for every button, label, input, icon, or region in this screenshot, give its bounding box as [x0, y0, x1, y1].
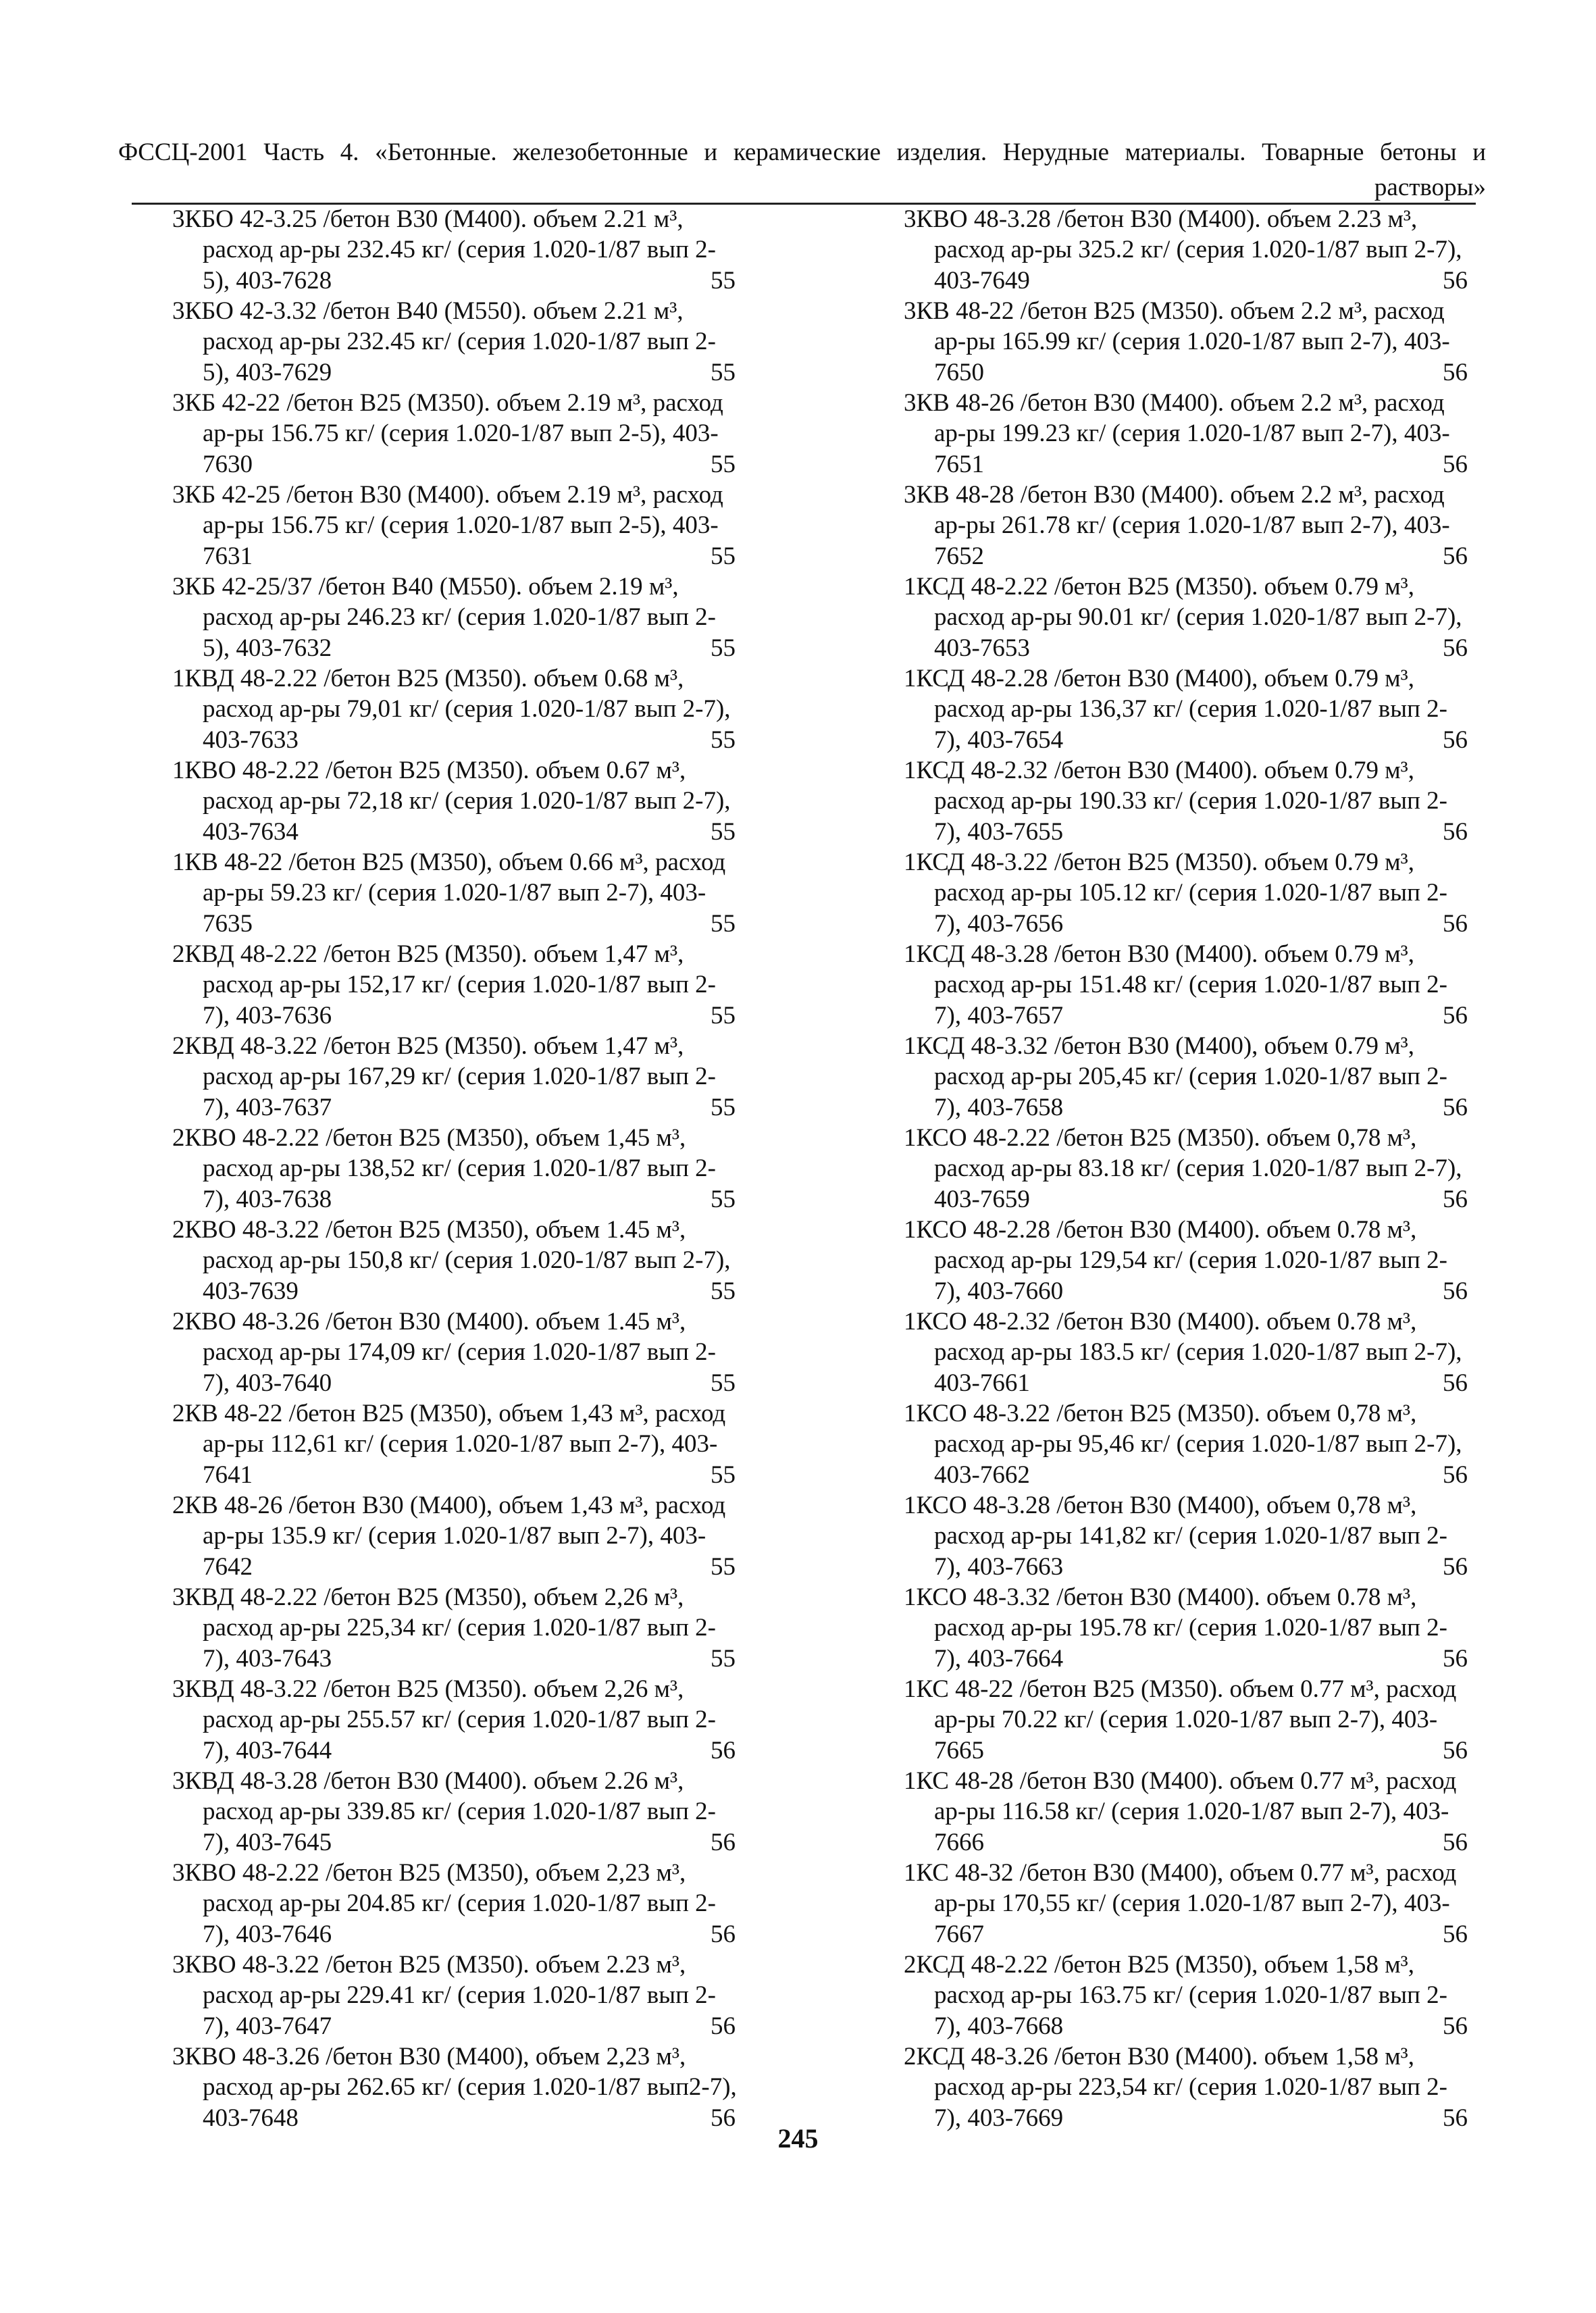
catalog-entry [904, 755, 1473, 847]
catalog-entry [172, 1582, 741, 1674]
entry-text: 1КВ 48-22 /бетон В25 (М350), объем 0.66 м³, расход ар-ры 59.23 кг/ (серия 1.020-1/87 вып 2-7), 403-7635 [172, 848, 726, 938]
catalog-entry [904, 1306, 1473, 1398]
catalog-entry [172, 663, 741, 755]
catalog-entry [904, 1031, 1473, 1123]
catalog-entry [172, 296, 741, 388]
entry-page-ref: 56 [1470, 633, 1473, 663]
entry-text: 2КСД 48-3.26 /бетон В30 (М400). объем 1,58 м³, расход ар-ры 223,54 кг/ (серия 1.020-1/87 вып 2-7), 403-7669 [904, 2043, 1447, 2132]
entry-text: 3КВ 48-22 /бетон В25 (М350). объем 2.2 м³, расход ар-ры 165.99 кг/ (серия 1.020-1/87 вып 2-7), 403-7650 [904, 297, 1450, 386]
entry-page-ref: 55 [738, 909, 741, 939]
catalog-entry [904, 296, 1473, 388]
catalog-entry [172, 847, 741, 939]
catalog-entry [172, 1123, 741, 1215]
entry-text: 1КСО 48-2.28 /бетон В30 (М400). объем 0.78 м³, расход ар-ры 129,54 кг/ (серия 1.020-1/87 вып 2-7), 403-7660 [904, 1216, 1447, 1305]
entry-page-ref: 55 [738, 1276, 741, 1306]
entry-page-ref: 55 [738, 1460, 741, 1490]
entry-page-ref: 55 [738, 817, 741, 847]
catalog-entry [904, 1766, 1473, 1858]
catalog-entry [172, 1674, 741, 1766]
entry-page-ref: 56 [1470, 1735, 1473, 1766]
entry-page-ref: 56 [1470, 541, 1473, 571]
entry-text: 3КВО 48-2.22 /бетон В25 (М350), объем 2,23 м³, расход ар-ры 204.85 кг/ (серия 1.020-1/87 вып 2-7), 403-7646 [172, 1859, 716, 1948]
entry-text: 3КБ 42-25 /бетон В30 (М400). объем 2.19 м³, расход ар-ры 156.75 кг/ (серия 1.020-1/87 вып 2-5), 403-7631 [172, 481, 723, 570]
entry-text: 2КВД 48-2.22 /бетон В25 (М350). объем 1,47 м³, расход ар-ры 152,17 кг/ (серия 1.020-1/87 вып 2-7), 403-7636 [172, 940, 716, 1030]
entry-page-ref: 55 [738, 357, 741, 388]
entry-text: 1КСД 48-2.32 /бетон В30 (М400). объем 0.79 м³, расход ар-ры 190.33 кг/ (серия 1.020-1/87 вып 2-7), 403-7655 [904, 757, 1447, 846]
catalog-entry [172, 571, 741, 663]
entry-text: 1КС 48-22 /бетон В25 (М350). объем 0.77 м³, расход ар-ры 70.22 кг/ (серия 1.020-1/87 вып 2-7), 403-7665 [904, 1675, 1457, 1764]
entry-page-ref: 56 [1470, 357, 1473, 388]
entry-text: 2КВД 48-3.22 /бетон В25 (М350). объем 1,47 м³, расход ар-ры 167,29 кг/ (серия 1.020-1/87 вып 2-7), 403-7637 [172, 1032, 716, 1121]
entry-text: 2КВО 48-3.26 /бетон В30 (М400). объем 1.45 м³, расход ар-ры 174,09 кг/ (серия 1.020-1/87 вып 2-7), 403-7640 [172, 1308, 716, 1397]
catalog-entry [904, 1398, 1473, 1490]
entry-page-ref: 56 [738, 1827, 741, 1858]
entry-page-ref: 55 [738, 449, 741, 480]
entry-page-ref: 55 [738, 633, 741, 663]
entry-page-ref: 56 [1470, 725, 1473, 755]
catalog-entry [172, 1306, 741, 1398]
entry-text: 1КСО 48-3.22 /бетон В25 (М350). объем 0,78 м³, расход ар-ры 95,46 кг/ (серия 1.020-1/87 вып 2-7), 403-7662 [904, 1400, 1462, 1489]
entry-text: 1КС 48-28 /бетон В30 (М400). объем 0.77 м³, расход ар-ры 116.58 кг/ (серия 1.020-1/87 вып 2-7), 403-7666 [904, 1767, 1457, 1856]
catalog-entry [904, 1123, 1473, 1215]
entry-text: 1КСО 48-2.22 /бетон В25 (М350). объем 0,78 м³, расход ар-ры 83.18 кг/ (серия 1.020-1/87 вып 2-7), 403-7659 [904, 1124, 1462, 1213]
entry-page-ref: 56 [1470, 1276, 1473, 1306]
entry-text: 2КВО 48-3.22 /бетон В25 (М350), объем 1.45 м³, расход ар-ры 150,8 кг/ (серия 1.020-1/87 вып 2-7), 403-7639 [172, 1216, 731, 1305]
catalog-entry [904, 1490, 1473, 1582]
entry-text: 1КСО 48-3.28 /бетон В30 (М400), объем 0,78 м³, расход ар-ры 141,82 кг/ (серия 1.020-1/87 вып 2-7), 403-7663 [904, 1492, 1447, 1581]
entry-text: 1КСО 48-3.32 /бетон В30 (М400). объем 0.78 м³, расход ар-ры 195.78 кг/ (серия 1.020-1/87 вып 2-7), 403-7664 [904, 1583, 1447, 1673]
entry-page-ref: 56 [1470, 1368, 1473, 1398]
page-header: ФССЦ-2001 Часть 4. «Бетонные. железобетонные и керамические изделия. Нерудные материалы. Товарные бетоны и растворы» [118, 138, 1486, 201]
entry-page-ref: 55 [738, 265, 741, 296]
catalog-entry [904, 571, 1473, 663]
entry-text: 1КСД 48-2.22 /бетон В25 (М350). объем 0.79 м³, расход ар-ры 90.01 кг/ (серия 1.020-1/87 вып 2-7), 403-7653 [904, 573, 1462, 662]
entry-text: 3КВО 48-3.26 /бетон В30 (М400), объем 2,23 м³, расход ар-ры 262.65 кг/ (серия 1.020-1/87 вып2-7), 403-7648 [172, 2043, 737, 2132]
catalog-entry [172, 939, 741, 1031]
catalog-entry [172, 1950, 741, 2041]
entry-page-ref: 56 [738, 2103, 741, 2133]
entry-text: 3КБО 42-3.32 /бетон В40 (М550). объем 2.21 м³, расход ар-ры 232.45 кг/ (серия 1.020-1/87 вып 2-5), 403-7629 [172, 297, 716, 386]
catalog-entry [172, 1215, 741, 1306]
catalog-entry [904, 2041, 1473, 2133]
entry-text: 2КВО 48-2.22 /бетон В25 (М350), объем 1,45 м³, расход ар-ры 138,52 кг/ (серия 1.020-1/87 вып 2-7), 403-7638 [172, 1124, 716, 1213]
entry-page-ref: 56 [738, 2011, 741, 2041]
entry-page-ref: 56 [1470, 1000, 1473, 1031]
catalog-entry [904, 1674, 1473, 1766]
entry-text: 3КВД 48-2.22 /бетон В25 (М350), объем 2,26 м³, расход ар-ры 225,34 кг/ (серия 1.020-1/87 вып 2-7), 403-7643 [172, 1583, 716, 1673]
catalog-entry [904, 1858, 1473, 1950]
catalog-entry [904, 1215, 1473, 1306]
entry-page-ref: 56 [1470, 1460, 1473, 1490]
entry-text: 3КВ 48-28 /бетон В30 (М400). объем 2.2 м³, расход ар-ры 261.78 кг/ (серия 1.020-1/87 вып 2-7), 403-7652 [904, 481, 1450, 570]
entry-page-ref: 55 [738, 1184, 741, 1215]
catalog-entry [172, 755, 741, 847]
entry-text: 3КВО 48-3.28 /бетон В30 (М400). объем 2.23 м³, расход ар-ры 325.2 кг/ (серия 1.020-1/87 вып 2-7), 403-7649 [904, 205, 1462, 295]
entry-page-ref: 55 [738, 725, 741, 755]
entry-page-ref: 56 [738, 1919, 741, 1950]
entry-text: 2КВ 48-26 /бетон В30 (М400), объем 1,43 м³, расход ар-ры 135.9 кг/ (серия 1.020-1/87 вып 2-7), 403-7642 [172, 1492, 726, 1581]
catalog-entry [172, 1766, 741, 1858]
entry-text: 2КВ 48-22 /бетон В25 (М350), объем 1,43 м³, расход ар-ры 112,61 кг/ (серия 1.020-1/87 вып 2-7), 403-7641 [172, 1400, 726, 1489]
entry-page-ref: 56 [738, 1735, 741, 1766]
entry-text: 2КСД 48-2.22 /бетон В25 (М350), объем 1,58 м³, расход ар-ры 163.75 кг/ (серия 1.020-1/87 вып 2-7), 403-7668 [904, 1951, 1447, 2040]
catalog-entry [904, 939, 1473, 1031]
entry-text: 3КБ 42-25/37 /бетон В40 (М550). объем 2.19 м³, расход ар-ры 246.23 кг/ (серия 1.020-1/87 вып 2-5), 403-7632 [172, 573, 716, 662]
entry-page-ref: 56 [1470, 817, 1473, 847]
left-column [172, 204, 741, 2133]
entry-page-ref: 56 [1470, 1184, 1473, 1215]
entry-text: 3КВД 48-3.28 /бетон В30 (М400). объем 2.26 м³, расход ар-ры 339.85 кг/ (серия 1.020-1/87 вып 2-7), 403-7645 [172, 1767, 716, 1856]
entry-text: 3КБО 42-3.25 /бетон В30 (М400). объем 2.21 м³, расход ар-ры 232.45 кг/ (серия 1.020-1/87 вып 2-5), 403-7628 [172, 205, 716, 295]
entry-page-ref: 56 [1470, 1092, 1473, 1123]
entry-page-ref: 56 [1470, 449, 1473, 480]
catalog-entry [904, 663, 1473, 755]
entry-text: 1КСД 48-3.22 /бетон В25 (М350). объем 0.79 м³, расход ар-ры 105.12 кг/ (серия 1.020-1/87 вып 2-7), 403-7656 [904, 848, 1447, 938]
catalog-entry [904, 1582, 1473, 1674]
catalog-entry [172, 204, 741, 296]
entry-page-ref: 55 [738, 1368, 741, 1398]
entry-page-ref: 56 [1470, 2103, 1473, 2133]
entry-page-ref: 56 [1470, 1644, 1473, 1674]
entry-text: 3КВО 48-3.22 /бетон В25 (М350). объем 2.23 м³, расход ар-ры 229.41 кг/ (серия 1.020-1/87 вып 2-7), 403-7647 [172, 1951, 716, 2040]
catalog-entry [904, 847, 1473, 939]
catalog-entry [172, 1398, 741, 1490]
catalog-entry [172, 2041, 741, 2133]
entry-page-ref: 55 [738, 1092, 741, 1123]
catalog-entry [172, 1031, 741, 1123]
entry-page-ref: 56 [1470, 265, 1473, 296]
catalog-entry [172, 480, 741, 571]
page-number: 245 [777, 2123, 819, 2154]
entry-text: 1КСО 48-2.32 /бетон В30 (М400). объем 0.78 м³, расход ар-ры 183.5 кг/ (серия 1.020-1/87 вып 2-7), 403-7661 [904, 1308, 1462, 1397]
catalog-entry [904, 204, 1473, 296]
catalog-entry [172, 1858, 741, 1950]
entry-text: 3КВ 48-26 /бетон В30 (М400). объем 2.2 м³, расход ар-ры 199.23 кг/ (серия 1.020-1/87 вып 2-7), 403-7651 [904, 389, 1450, 478]
catalog-entry [172, 388, 741, 480]
catalog-entry [172, 1490, 741, 1582]
entry-page-ref: 56 [1470, 909, 1473, 939]
entry-text: 1КСД 48-3.32 /бетон В30 (М400), объем 0.79 м³, расход ар-ры 205,45 кг/ (серия 1.020-1/87 вып 2-7), 403-7658 [904, 1032, 1447, 1121]
entry-page-ref: 56 [1470, 1919, 1473, 1950]
right-column [904, 204, 1473, 2133]
entry-page-ref: 56 [1470, 1827, 1473, 1858]
entry-page-ref: 56 [1470, 1552, 1473, 1582]
entry-text: 1КСД 48-3.28 /бетон В30 (М400). объем 0.79 м³, расход ар-ры 151.48 кг/ (серия 1.020-1/87 вып 2-7), 403-7657 [904, 940, 1447, 1030]
entry-page-ref: 55 [738, 1552, 741, 1582]
entry-text: 3КВД 48-3.22 /бетон В25 (М350). объем 2,26 м³, расход ар-ры 255.57 кг/ (серия 1.020-1/87 вып 2-7), 403-7644 [172, 1675, 716, 1764]
catalog-entry [904, 388, 1473, 480]
entry-text: 1КВО 48-2.22 /бетон В25 (М350). объем 0.67 м³, расход ар-ры 72,18 кг/ (серия 1.020-1/87 вып 2-7), 403-7634 [172, 757, 731, 846]
entry-page-ref: 55 [738, 1644, 741, 1674]
entry-page-ref: 55 [738, 1000, 741, 1031]
entry-page-ref: 56 [1470, 2011, 1473, 2041]
entry-page-ref: 55 [738, 541, 741, 571]
entry-text: 1КС 48-32 /бетон В30 (М400), объем 0.77 м³, расход ар-ры 170,55 кг/ (серия 1.020-1/87 вып 2-7), 403-7667 [904, 1859, 1457, 1948]
entry-text: 3КБ 42-22 /бетон В25 (М350). объем 2.19 м³, расход ар-ры 156.75 кг/ (серия 1.020-1/87 вып 2-5), 403-7630 [172, 389, 723, 478]
entry-text: 1КВД 48-2.22 /бетон В25 (М350). объем 0.68 м³, расход ар-ры 79,01 кг/ (серия 1.020-1/87 вып 2-7), 403-7633 [172, 665, 731, 754]
entry-text: 1КСД 48-2.28 /бетон В30 (М400), объем 0.79 м³, расход ар-ры 136,37 кг/ (серия 1.020-1/87 вып 2-7), 403-7654 [904, 665, 1447, 754]
catalog-entry [904, 1950, 1473, 2041]
catalog-entry [904, 480, 1473, 571]
